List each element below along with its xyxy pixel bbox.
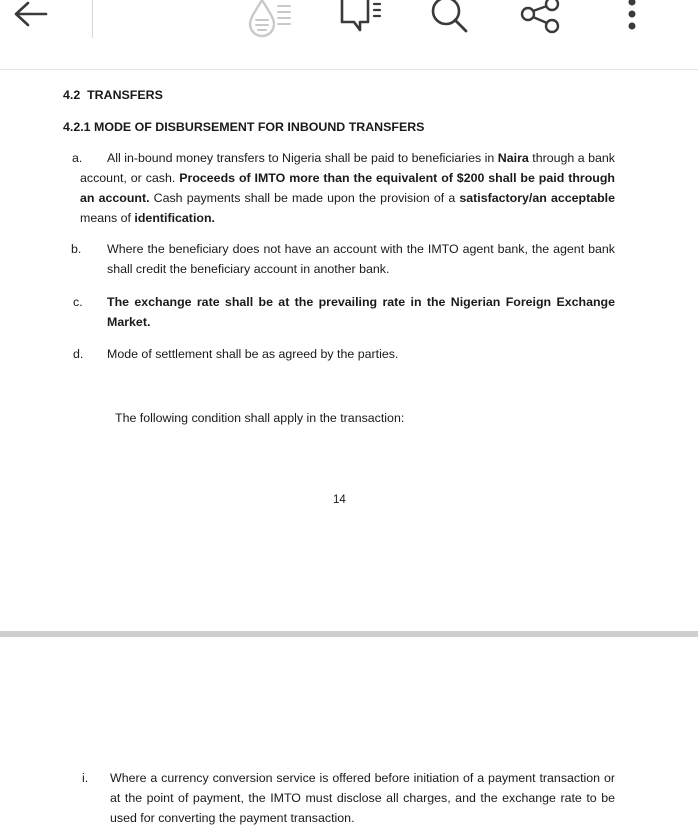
item-a-text (80, 151, 615, 225)
list-item-d: Mode of settlement shall be as agreed by the parties. (107, 347, 399, 361)
more-options-button[interactable] (610, 0, 654, 40)
share-button[interactable] (512, 0, 568, 40)
reading-mode-icon (238, 0, 294, 40)
list-item-a (72, 148, 615, 228)
section-heading: 4.2 TRANSFERS (63, 88, 163, 102)
text-segment: means of (80, 211, 135, 225)
text-segment: Naira (497, 151, 529, 165)
back-button[interactable] (0, 0, 60, 40)
comment-button[interactable] (330, 0, 386, 40)
document-page-14[interactable] (0, 71, 698, 631)
text-segment: through a bank account, or cash. (80, 151, 615, 185)
list-marker: c. (73, 295, 83, 309)
list-item-i: Where a currency conversion service is offered before initiation of a payment transaction or at the point of payment, the IMTO must disclose all charges, and the exchange rate to be used for converting the payment transaction. (110, 771, 615, 825)
toolbar-divider (92, 0, 93, 38)
top-toolbar (0, 0, 698, 70)
text-segment: identification. (134, 211, 215, 225)
document-page-15[interactable] (0, 637, 698, 840)
condition-text: The following condition shall apply in the transaction: (115, 411, 405, 425)
reading-mode-button[interactable] (238, 0, 294, 40)
share-icon (512, 0, 568, 40)
comment-icon (330, 0, 386, 40)
search-button[interactable] (420, 0, 476, 40)
text-segment: satisfactory/an acceptable (459, 191, 615, 205)
more-vertical-icon (610, 0, 654, 40)
list-item-c: The exchange rate shall be at the prevailing rate in the Nigerian Foreign Exchange Market. (107, 295, 615, 329)
list-item-b: Where the beneficiary does not have an account with the IMTO agent bank, the agent bank shall credit the beneficiary account in another bank. (107, 242, 615, 276)
text-segment: All in-bound money transfers to Nigeria shall be paid to beneficiaries in (107, 151, 498, 165)
list-marker: i. (82, 771, 89, 785)
list-marker: a. (72, 151, 83, 165)
page-number: 14 (333, 494, 346, 506)
search-icon (420, 0, 476, 40)
list-marker: d. (73, 347, 84, 361)
text-segment: Cash payments shall be made upon the provision of a (149, 191, 460, 205)
arrow-left-icon (0, 0, 60, 40)
text-segment: Proceeds of IMTO more than the equivalent of $200 shall be paid through an account. (80, 171, 615, 205)
list-marker: b. (71, 242, 82, 256)
subsection-heading: 4.2.1 MODE OF DISBURSEMENT FOR INBOUND TRANSFERS (63, 120, 425, 134)
